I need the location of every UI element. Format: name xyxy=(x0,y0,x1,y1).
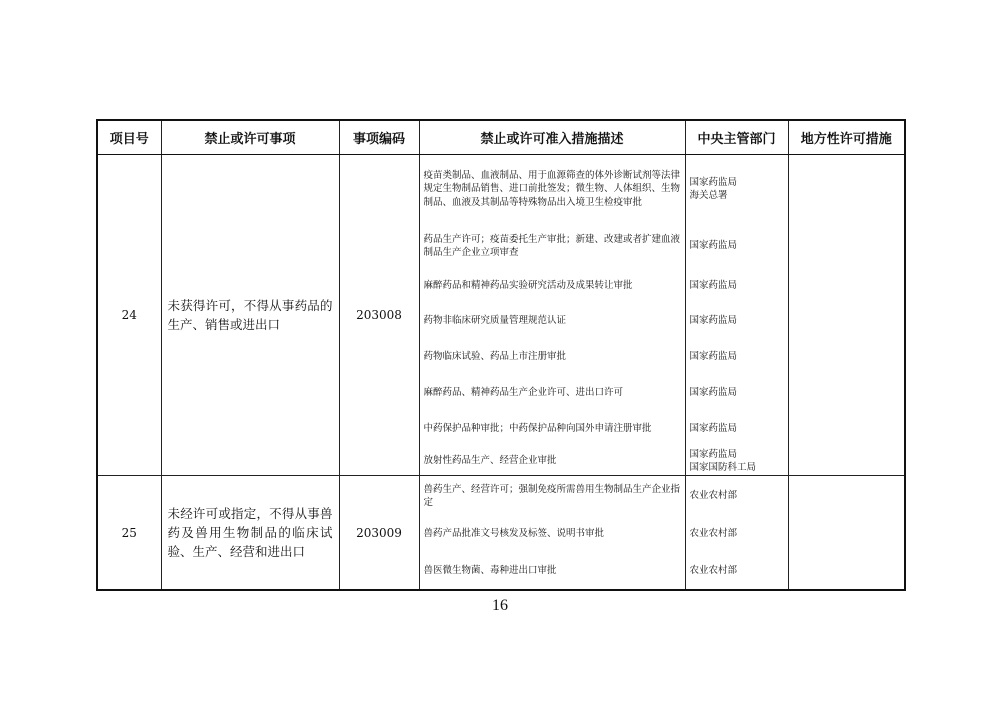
measure-department: 国家药监局 xyxy=(689,315,738,327)
measure-department: 农业农村部 xyxy=(689,490,738,502)
measure-departments xyxy=(685,476,788,591)
local-measures-cell xyxy=(788,155,905,476)
local-measures-cell xyxy=(788,476,905,591)
measure-description: 兽药产品批准文号核发及标签、说明书审批 xyxy=(423,528,605,540)
measure-department: 农业农村部 xyxy=(689,528,738,540)
page-number: 16 xyxy=(492,597,508,614)
measure-description: 兽医微生物菌、毒种进出口审批 xyxy=(423,564,557,576)
measure-description: 药品生产许可；疫苗委托生产审批；新建、改建或者扩建血液制品生产企业立项审查 xyxy=(423,233,681,258)
measure-department: 国家药监局 xyxy=(689,351,738,363)
table-row xyxy=(97,155,905,476)
licensing-table xyxy=(96,119,906,591)
measure-descriptions xyxy=(419,476,685,591)
measure-department: 国家药监局 xyxy=(689,387,738,399)
measure-description: 放射性药品生产、经营企业审批 xyxy=(423,455,557,467)
table-row xyxy=(97,476,905,591)
measure-description: 药物临床试验、药品上市注册审批 xyxy=(423,351,567,363)
item-code: 203008 xyxy=(339,155,419,476)
measure-description: 中药保护品种审批；中药保护品种向国外申请注册审批 xyxy=(423,423,652,435)
header-project-no: 项目号 xyxy=(97,120,161,155)
header-description: 禁止或许可准入措施描述 xyxy=(419,120,685,155)
project-no: 25 xyxy=(97,476,161,591)
measure-description: 疫苗类制品、血液制品、用于血源筛查的体外诊断试剂等法律规定生物制品销售、进口前批签发；微生物、人体组织、生物制品、血液及其制品等特殊物品出入境卫生检疫审批 xyxy=(423,169,681,208)
measure-department: 农业农村部 xyxy=(689,564,738,576)
item-text: 未获得许可，不得从事药品的生产、销售或进出口 xyxy=(161,155,339,476)
measure-department: 国家药监局 海关总署 xyxy=(689,176,738,201)
header-department: 中央主管部门 xyxy=(685,120,788,155)
table-header-row xyxy=(97,120,905,155)
item-text: 未经许可或指定，不得从事兽药及兽用生物制品的临床试验、生产、经营和进出口 xyxy=(161,476,339,591)
measure-description: 麻醉药品和精神药品实验研究活动及成果转让审批 xyxy=(423,280,633,292)
measure-descriptions xyxy=(419,155,685,476)
measure-description: 兽药生产、经营许可；强制免疫所需兽用生物制品生产企业指定 xyxy=(423,483,681,508)
item-code: 203009 xyxy=(339,476,419,591)
measure-department: 国家药监局 xyxy=(689,240,738,252)
measure-department: 国家药监局 xyxy=(689,423,738,435)
measure-description: 麻醉药品、精神药品生产企业许可、进出口许可 xyxy=(423,387,624,399)
header-item: 禁止或许可事项 xyxy=(161,120,339,155)
measure-department: 国家药监局 国家国防科工局 xyxy=(689,448,757,473)
header-local-measures: 地方性许可措施 xyxy=(788,120,905,155)
header-code: 事项编码 xyxy=(339,120,419,155)
measure-department: 国家药监局 xyxy=(689,280,738,292)
project-no: 24 xyxy=(97,155,161,476)
measure-description: 药物非临床研究质量管理规范认证 xyxy=(423,315,567,327)
measure-departments xyxy=(685,155,788,476)
